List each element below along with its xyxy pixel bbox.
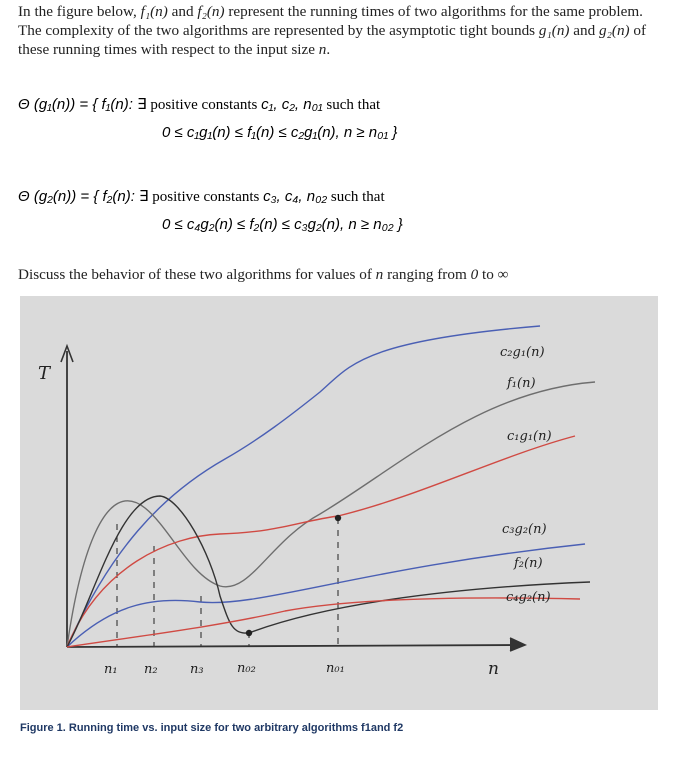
discussion-prompt (18, 266, 508, 284)
c2g1-curve (67, 326, 540, 647)
theta-g1-definition (18, 95, 380, 114)
f2-curve (67, 496, 590, 647)
theta-g2-lhs: Θ (g₂(n)) = { f₂(n): ∃ (18, 188, 149, 205)
n-symbol: n (375, 266, 384, 283)
f2-symbol: f₂(n) (197, 3, 225, 20)
theta-g1-lhs: Θ (g₁(n)) = { f₁(n): ∃ (18, 96, 147, 113)
g2-symbol: g₂(n) (599, 22, 630, 39)
n-symbol: n (318, 41, 327, 58)
x-axis-label: n (488, 659, 499, 679)
intro-text: represent the running times of two algorithms for the same problem. The complexity of the two algorithms are represented by the asymptotic tight bounds (18, 3, 643, 39)
x-tick-n2: n₂ (144, 662, 158, 677)
theta-g2-constants: c₃, c₄, n₀₂ (263, 188, 328, 205)
definition-text: positive constants (146, 97, 262, 113)
intro-text: of these running times with respect to the input size (18, 22, 647, 58)
c1g1-curve (67, 436, 575, 647)
label-c4g2: c₄g₂(n) (506, 590, 551, 605)
x-tick-n01: n₀₁ (326, 661, 345, 676)
zero-symbol: 0 (470, 266, 479, 283)
discuss-text: Discuss the behavior of these two algorithms for values of (18, 266, 376, 283)
label-f2: f₂(n) (514, 556, 543, 571)
f1-symbol: f₁(n) (140, 3, 168, 20)
infinity-symbol: ∞ (497, 266, 509, 283)
intro-text: . (326, 41, 331, 58)
label-c1g1: c₁g₁(n) (507, 429, 552, 444)
definition-text: such that (327, 189, 385, 205)
intro-text: and (569, 22, 600, 39)
x-axis (67, 645, 520, 647)
f1-curve (67, 382, 595, 647)
g1-symbol: g₁(n) (538, 22, 570, 39)
theta-g2-condition: 0 ≤ c₄g₂(n) ≤ f₂(n) ≤ c₃g₂(n), n ≥ n₀₂ } (162, 216, 403, 233)
running-time-sketch (20, 296, 658, 710)
y-axis-label: T (38, 363, 51, 384)
figure-caption: Figure 1. Running time vs. input size for two arbitrary algorithms f1and f2 (20, 722, 404, 734)
discuss-text: ranging from (383, 266, 471, 283)
intro-text: In the figure below, (18, 3, 141, 20)
label-f1: f₁(n) (507, 376, 536, 391)
definition-text: such that (322, 97, 381, 113)
label-c2g1: c₂g₁(n) (500, 345, 545, 360)
intro-text: and (167, 3, 198, 20)
label-c3g2: c₃g₂(n) (502, 522, 547, 537)
n02-point (246, 630, 252, 636)
x-tick-n02: n₀₂ (237, 661, 256, 676)
c4g2-curve (67, 598, 580, 647)
theta-g1-constants: c₁, c₂, n₀₁ (261, 96, 323, 113)
x-tick-n3: n₃ (190, 662, 204, 677)
x-axis-arrow (510, 638, 525, 651)
running-time-figure (20, 296, 658, 710)
n01-point (335, 515, 341, 521)
x-tick-n1: n₁ (104, 662, 118, 677)
theta-g1-condition: 0 ≤ c₁g₁(n) ≤ f₁(n) ≤ c₂g₁(n), n ≥ n₀₁ } (162, 124, 398, 141)
theta-g2-definition (18, 187, 385, 206)
intro-paragraph (18, 2, 663, 59)
definition-text: positive constants (148, 189, 264, 205)
discuss-text: to (478, 266, 498, 283)
